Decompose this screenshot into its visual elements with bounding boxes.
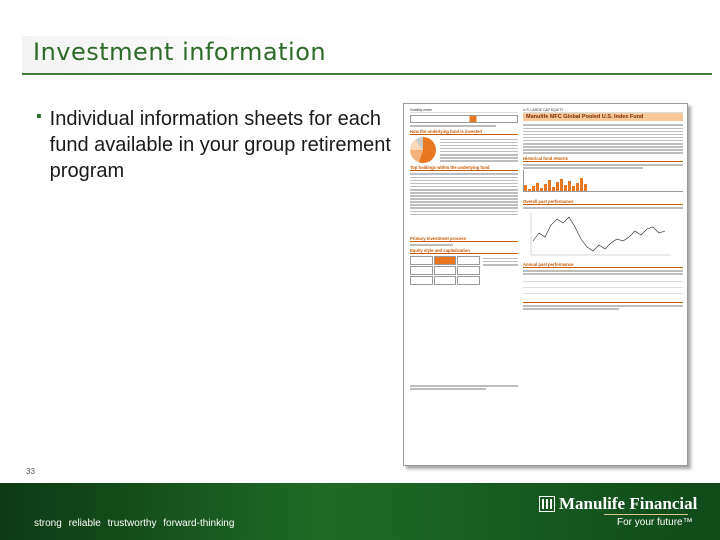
brand-slogan: For your future™ bbox=[617, 517, 693, 528]
bullet-item bbox=[36, 106, 396, 184]
annual-heading: Annual past performance bbox=[523, 263, 683, 268]
returns-bar-chart bbox=[523, 170, 683, 192]
brand-logo bbox=[539, 494, 697, 514]
risk-heading bbox=[523, 302, 683, 303]
brand-name: Manulife Financial bbox=[559, 494, 698, 513]
asset-mix bbox=[410, 137, 518, 163]
fund-name-banner: Manulife MFC Global Pooled U.S. Index Fund bbox=[523, 113, 683, 121]
returns-heading: Historical fund returns bbox=[523, 157, 683, 162]
volatility-meter bbox=[410, 108, 518, 113]
title-divider bbox=[22, 73, 712, 75]
fund-category-label: U.S. LARGE CAP EQUITY bbox=[523, 108, 564, 112]
manulife-logo-icon bbox=[539, 496, 555, 512]
style-box bbox=[410, 256, 518, 285]
slide-title: Investment information bbox=[33, 38, 327, 66]
page-number: 33 bbox=[26, 467, 35, 476]
asset-mix-pie bbox=[410, 137, 436, 163]
performance-heading: Overall past performance bbox=[523, 200, 683, 205]
style-heading: Equity style and capitalization bbox=[410, 249, 518, 254]
brand-divider bbox=[604, 514, 688, 515]
bullet-square-icon: ▪ bbox=[36, 108, 42, 125]
performance-line-chart bbox=[523, 211, 673, 259]
footer-tagline: strong reliable trustworthy forward-thinking bbox=[34, 518, 235, 529]
top-holdings-list bbox=[410, 173, 518, 215]
approach-heading: Primary investment process bbox=[410, 237, 518, 242]
top-holdings-heading: Top holdings within the underlying fund bbox=[410, 166, 518, 171]
fund-description bbox=[523, 124, 683, 153]
volatility-scale bbox=[410, 115, 518, 123]
fund-sheet-left-column bbox=[410, 108, 518, 391]
bullet-text: Individual information sheets for each fund available in your group retirement program bbox=[49, 108, 391, 182]
holdings-section-heading: How the underlying fund is invested bbox=[410, 130, 518, 135]
fund-sheet-right-column bbox=[523, 108, 683, 311]
volatility-meter-label: Volatility meter bbox=[410, 108, 433, 112]
fund-sheet-thumbnail bbox=[403, 103, 688, 466]
